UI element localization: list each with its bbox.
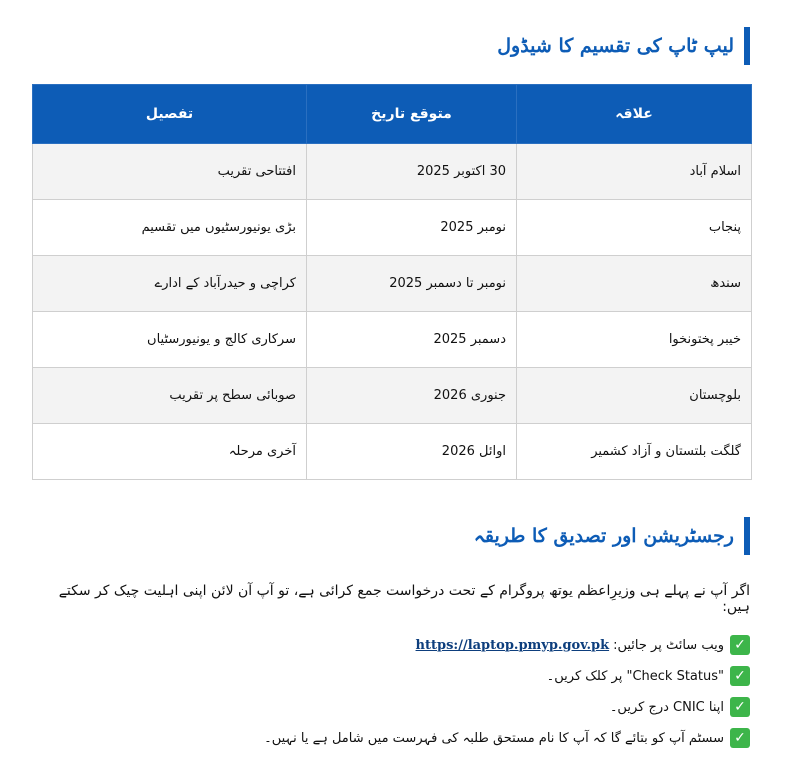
table-row (33, 368, 752, 424)
list-item (30, 696, 750, 718)
registration-heading (474, 517, 750, 555)
cell-detail: افتتاحی تقریب (33, 144, 307, 200)
check-mark-icon: ✓ (730, 697, 750, 717)
table-row (33, 256, 752, 312)
table-row (33, 312, 752, 368)
cell-date: جنوری 2026 (307, 368, 517, 424)
column-header-date: متوقع تاریخ (307, 85, 517, 144)
check-mark-icon: ✓ (730, 728, 750, 748)
table-row (33, 424, 752, 480)
cell-date: اوائل 2026 (307, 424, 517, 480)
cell-region: بلوچستان (517, 368, 752, 424)
cell-detail: کراچی و حیدرآباد کے ادارے (33, 256, 307, 312)
step-text: اپنا CNIC درج کریں۔ (609, 699, 724, 715)
steps-list (30, 634, 750, 758)
registration-heading-text: رجسٹریشن اور تصدیق کا طریقہ (473, 525, 734, 547)
cell-detail: بڑی یونیورسٹیوں میں تقسیم (33, 200, 307, 256)
intro-paragraph: اگر آپ نے پہلے ہی وزیرِاعظم یوتھ پروگرام کے تحت درخواست جمع کرائی ہے، تو آپ آن لائن اپنی اہلیت چیک کر سکتے ہیں: (58, 583, 750, 615)
list-item (30, 634, 750, 656)
schedule-heading-text: لیپ ٹاپ کی تقسیم کا شیڈول (497, 35, 734, 57)
schedule-heading (497, 27, 750, 65)
column-header-region: علاقہ (517, 85, 752, 144)
cell-region: گلگت بلتستان و آزاد کشمیر (517, 424, 752, 480)
cell-detail: صوبائی سطح پر تقریب (33, 368, 307, 424)
cell-date: 30 اکتوبر 2025 (307, 144, 517, 200)
cell-region: پنجاب (517, 200, 752, 256)
check-mark-icon: ✓ (730, 635, 750, 655)
table-header-row (33, 85, 752, 144)
list-item (30, 665, 750, 687)
step-text: سسٹم آپ کو بتائے گا کہ آپ کا نام مستحق طلبہ کی فہرست میں شامل ہے یا نہیں۔ (264, 730, 724, 746)
schedule-table (32, 84, 752, 480)
cell-date: دسمبر 2025 (307, 312, 517, 368)
cell-date: نومبر 2025 (307, 200, 517, 256)
cell-detail: سرکاری کالج و یونیورسٹیاں (33, 312, 307, 368)
check-mark-icon: ✓ (730, 666, 750, 686)
step-text: "Check Status" پر کلک کریں۔ (546, 668, 724, 684)
cell-region: اسلام آباد (517, 144, 752, 200)
step-text: ویب سائٹ پر جائیں: (613, 637, 724, 653)
cell-region: خیبر پختونخوا (517, 312, 752, 368)
cell-date: نومبر تا دسمبر 2025 (307, 256, 517, 312)
cell-detail: آخری مرحلہ (33, 424, 307, 480)
table-row (33, 144, 752, 200)
table-row (33, 200, 752, 256)
heading-accent-bar (744, 27, 750, 65)
website-link[interactable]: https://laptop.pmyp.gov.pk (415, 637, 610, 653)
heading-accent-bar (744, 517, 750, 555)
cell-region: سندھ (517, 256, 752, 312)
column-header-detail: تفصیل (33, 85, 307, 144)
list-item (30, 727, 750, 749)
